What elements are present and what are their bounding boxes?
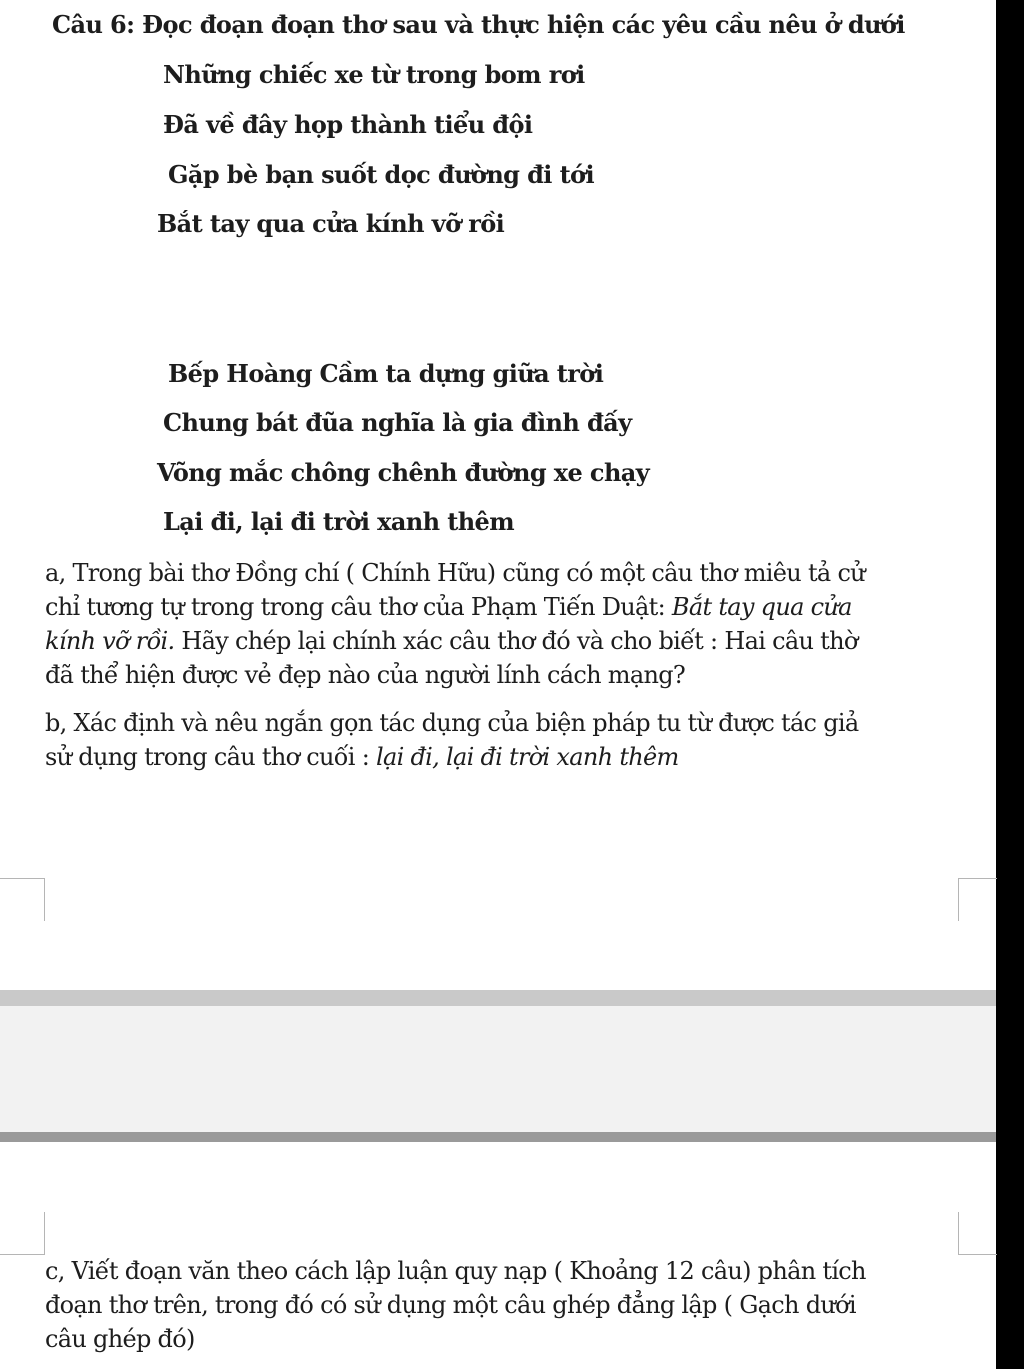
poem-line: Gặp bè bạn suốt dọc đường đi tới [168,160,594,189]
part-b-line: b, Xác định và nêu ngắn gọn tác dụng của biện pháp tu từ được tác giả [45,709,859,737]
part-c-line: đoạn thơ trên, trong đó có sử dụng một câu ghép đẳng lập ( Gạch dưới [45,1291,856,1319]
question-title: Câu 6: Đọc đoạn đoạn thơ sau và thực hiện các yêu cầu nêu ở dưới [52,10,905,39]
part-a-quote: kính vỡ rồi. [45,627,175,655]
poem-line: Đã về đây họp thành tiểu đội [163,110,533,139]
poem-line: Võng mắc chông chênh đường xe chạy [157,458,650,487]
part-a-line [45,590,945,624]
page-1-bottom-edge [0,990,996,1006]
poem-line: Chung bát đũa nghĩa là gia đình đấy [163,408,632,437]
part-c-line: câu ghép đó) [45,1325,195,1353]
part-a-text: chỉ tương tự trong trong câu thơ của Phạm Tiến Duật: [45,593,672,621]
part-a-line [45,624,945,658]
part-c-line: c, Viết đoạn văn theo cách lập luận quy nạp ( Khoảng 12 câu) phân tích [45,1257,866,1285]
margin-corner-mark [958,1212,997,1255]
part-a-quote: Bắt tay qua cửa [671,593,852,621]
margin-corner-mark [0,878,45,921]
page-gap [0,992,996,1142]
part-a-line: a, Trong bài thơ Đồng chí ( Chính Hữu) cũng có một câu thơ miêu tả cử [45,559,865,587]
part-a-line: đã thể hiện được vẻ đẹp nào của người lính cách mạng? [45,661,686,689]
poem-line: Bắt tay qua cửa kính vỡ rồi [157,209,505,238]
poem-line: Những chiếc xe từ trong bom rơi [163,60,585,89]
part-b-quote: lại đi, lại đi trời xanh thêm [376,743,679,771]
part-b-line [45,740,945,774]
page-2-top-edge [0,1132,996,1142]
question-part-c [45,1254,945,1356]
part-a-text: Hãy chép lại chính xác câu thơ đó và cho biết : Hai câu thờ [174,627,858,655]
poem-line: Bếp Hoàng Cầm ta dựng giữa trời [168,359,604,388]
poem-line: Lại đi, lại đi trời xanh thêm [163,507,515,536]
margin-corner-mark [0,1212,45,1255]
margin-corner-mark [958,878,997,921]
part-b-text: sử dụng trong câu thơ cuối : [45,743,377,771]
question-part-a [45,556,945,692]
question-part-b [45,706,945,774]
